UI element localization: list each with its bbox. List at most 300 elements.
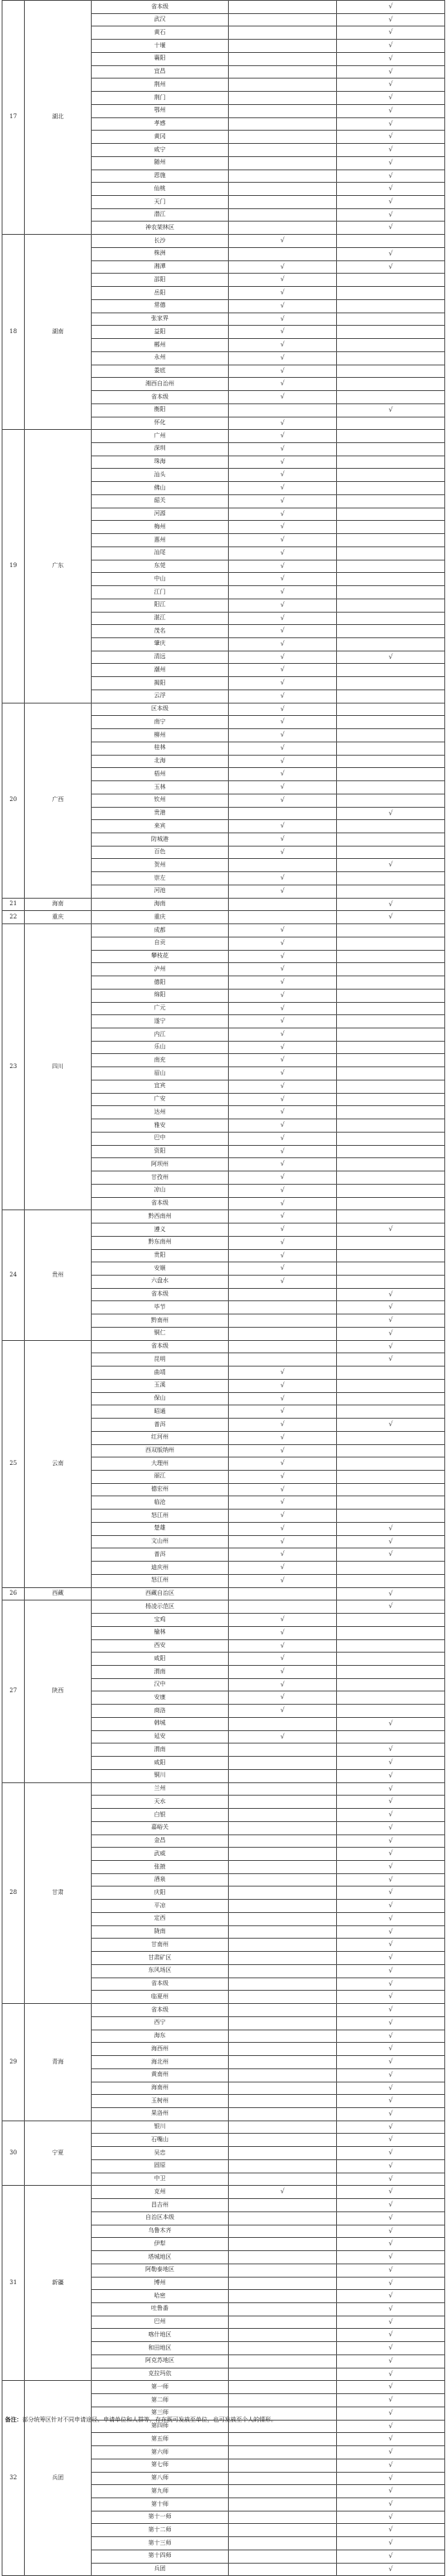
region-cell: 成都 (92, 924, 229, 937)
individual-payment-cell (337, 1119, 445, 1133)
checkmark-icon: √ (388, 1810, 393, 1819)
checkmark-icon: √ (388, 2058, 393, 2066)
province-cell: 广西 (25, 703, 92, 898)
unit-payment-cell (229, 1834, 337, 1848)
individual-payment-cell (337, 1067, 445, 1080)
table-row (2, 2004, 445, 2017)
checkmark-icon: √ (388, 2408, 393, 2416)
checkmark-icon: √ (388, 1290, 393, 1298)
unit-payment-cell (229, 1678, 337, 1691)
individual-payment-cell (337, 677, 445, 690)
table-row (2, 1587, 445, 1600)
checkmark-icon: √ (388, 861, 393, 869)
checkmark-icon: √ (280, 1472, 285, 1480)
individual-payment-cell (337, 2159, 445, 2173)
region-cell: 西安 (92, 1639, 229, 1653)
region-cell: 铜川 (92, 1769, 229, 1782)
checkmark-icon: √ (280, 522, 285, 531)
checkmark-icon: √ (388, 80, 393, 88)
region-cell: 张家界 (92, 312, 229, 326)
unit-payment-cell (229, 326, 337, 339)
region-cell: 楚雄 (92, 1522, 229, 1535)
individual-payment-cell (337, 1977, 445, 1991)
individual-payment-cell (337, 637, 445, 651)
individual-payment-cell (337, 573, 445, 586)
unit-payment-cell (229, 169, 337, 183)
table-row (2, 1782, 445, 1796)
region-cell: 天水 (92, 1796, 229, 1809)
region-cell: 十堰 (92, 40, 229, 53)
region-cell: 神农架林区 (92, 222, 229, 235)
region-cell: 海西州 (92, 2043, 229, 2056)
unit-payment-cell (229, 2433, 337, 2446)
unit-payment-cell (229, 1483, 337, 1496)
individual-payment-cell (337, 482, 445, 495)
region-cell: 东风场区 (92, 1964, 229, 1977)
region-cell: 省本级 (92, 1, 229, 14)
unit-payment-cell (229, 1809, 337, 1822)
checkmark-icon: √ (280, 496, 285, 504)
individual-payment-cell (337, 2498, 445, 2512)
unit-payment-cell (229, 2368, 337, 2381)
region-cell: 荆门 (92, 92, 229, 105)
unit-payment-cell (229, 1821, 337, 1834)
checkmark-icon: √ (280, 1667, 285, 1675)
individual-payment-cell (337, 1470, 445, 1483)
individual-payment-cell (337, 2472, 445, 2485)
checkmark-icon: √ (280, 1394, 285, 1402)
individual-payment-cell (337, 1535, 445, 1548)
region-cell: 果洛州 (92, 2107, 229, 2120)
region-cell: 梧州 (92, 768, 229, 781)
unit-payment-cell (229, 208, 337, 222)
individual-payment-cell (337, 1809, 445, 1822)
region-cell: 昌吉州 (92, 2199, 229, 2212)
individual-payment-cell (337, 2511, 445, 2524)
individual-payment-cell (337, 378, 445, 391)
individual-payment-cell (337, 104, 445, 117)
checkmark-icon: √ (280, 770, 285, 778)
checkmark-icon: √ (388, 1966, 393, 1974)
province-cell: 贵州 (25, 1210, 92, 1340)
checkmark-icon: √ (280, 1446, 285, 1454)
individual-payment-cell (337, 2329, 445, 2342)
unit-payment-cell (229, 1991, 337, 2004)
region-cell: 第四师 (92, 2420, 229, 2433)
individual-payment-cell (337, 1093, 445, 1106)
checkmark-icon: √ (280, 1133, 285, 1142)
unit-payment-cell (229, 494, 337, 508)
region-cell: 阿勒泰地区 (92, 2264, 229, 2277)
checkmark-icon: √ (388, 1537, 393, 1545)
individual-payment-cell (337, 508, 445, 521)
checkmark-icon: √ (280, 743, 285, 751)
region-cell: 博州 (92, 2277, 229, 2290)
region-cell: 宝鸡 (92, 1614, 229, 1627)
unit-payment-cell (229, 1639, 337, 1653)
province-cell: 云南 (25, 1340, 92, 1587)
individual-payment-cell (337, 2134, 445, 2147)
province-cell: 甘肃 (25, 1782, 92, 2003)
individual-payment-cell (337, 131, 445, 144)
unit-payment-cell (229, 351, 337, 365)
unit-payment-cell (229, 1145, 337, 1158)
unit-payment-cell (229, 1964, 337, 1977)
region-cell: 怒江州 (92, 1574, 229, 1587)
checkmark-icon: √ (280, 1160, 285, 1168)
unit-payment-cell (229, 339, 337, 352)
region-cell: 六盘水 (92, 1275, 229, 1288)
region-cell: 第八师 (92, 2472, 229, 2485)
checkmark-icon: √ (388, 171, 393, 179)
unit-payment-cell (229, 1548, 337, 1562)
checkmark-icon: √ (280, 353, 285, 361)
checkmark-icon: √ (388, 184, 393, 193)
checkmark-icon: √ (280, 1628, 285, 1636)
checkmark-icon: √ (388, 1719, 393, 1727)
unit-payment-cell (229, 1848, 337, 1861)
unit-payment-cell (229, 2381, 337, 2394)
region-cell: 延安 (92, 1730, 229, 1744)
unit-payment-cell (229, 2498, 337, 2512)
unit-payment-cell (229, 1952, 337, 1965)
region-cell: 第七师 (92, 2459, 229, 2472)
unit-payment-cell (229, 1158, 337, 1171)
checkmark-icon: √ (388, 2435, 393, 2443)
unit-payment-cell (229, 1873, 337, 1887)
individual-payment-cell (337, 703, 445, 716)
individual-payment-cell (337, 1419, 445, 1432)
unit-payment-cell (229, 378, 337, 391)
checkmark-icon: √ (280, 1550, 285, 1558)
region-cell: 第五师 (92, 2433, 229, 2446)
region-cell: 眉山 (92, 1067, 229, 1080)
individual-payment-cell (337, 1848, 445, 1861)
region-cell: 防城港 (92, 833, 229, 847)
individual-payment-cell (337, 534, 445, 547)
checkmark-icon: √ (280, 952, 285, 960)
region-cell: 渭南 (92, 1666, 229, 1679)
checkmark-icon: √ (388, 2539, 393, 2547)
province-cell: 四川 (25, 924, 92, 1210)
unit-payment-cell (229, 2316, 337, 2329)
checkmark-icon: √ (280, 847, 285, 856)
individual-payment-cell (337, 976, 445, 990)
individual-payment-cell (337, 2056, 445, 2069)
individual-payment-cell (337, 1730, 445, 1744)
unit-payment-cell (229, 1900, 337, 1913)
checkmark-icon: √ (388, 54, 393, 62)
checkmark-icon: √ (280, 262, 285, 270)
province-cell: 重庆 (25, 911, 92, 924)
region-cell: 清远 (92, 651, 229, 664)
unit-payment-cell (229, 1093, 337, 1106)
region-cell: 张掖 (92, 1861, 229, 1874)
unit-payment-cell (229, 144, 337, 157)
unit-payment-cell (229, 950, 337, 963)
individual-payment-cell (337, 1873, 445, 1887)
checkmark-icon: √ (388, 2487, 393, 2495)
checkmark-icon: √ (280, 379, 285, 388)
individual-payment-cell (337, 885, 445, 898)
region-cell: 和田地区 (92, 2342, 229, 2355)
region-cell: 巴州 (92, 2316, 229, 2329)
individual-payment-cell (337, 391, 445, 404)
unit-payment-cell (229, 1132, 337, 1145)
region-cell: 仙桃 (92, 183, 229, 196)
region-cell: 迪庆州 (92, 1562, 229, 1575)
individual-payment-cell (337, 299, 445, 312)
row-number-cell: 31 (2, 2186, 25, 2381)
checkmark-icon: √ (388, 1836, 393, 1844)
region-cell: 佛山 (92, 482, 229, 495)
checkmark-icon: √ (280, 665, 285, 674)
region-cell: 东莞 (92, 560, 229, 573)
unit-payment-cell (229, 2446, 337, 2459)
region-cell: 遵义 (92, 1224, 229, 1237)
unit-payment-cell (229, 117, 337, 131)
individual-payment-cell (337, 846, 445, 859)
individual-payment-cell (337, 183, 445, 196)
checkmark-icon: √ (280, 1706, 285, 1715)
checkmark-icon: √ (388, 2213, 393, 2221)
individual-payment-cell (337, 664, 445, 677)
individual-payment-cell (337, 2485, 445, 2498)
unit-payment-cell (229, 664, 337, 677)
unit-payment-cell (229, 1236, 337, 1249)
region-cell: 咸阳 (92, 1653, 229, 1666)
checkmark-icon: √ (280, 432, 285, 440)
region-cell: 武威 (92, 1848, 229, 1861)
unit-payment-cell (229, 677, 337, 690)
unit-payment-cell (229, 1314, 337, 1328)
region-cell: 德阳 (92, 976, 229, 990)
unit-payment-cell (229, 482, 337, 495)
region-cell: 普洱 (92, 1419, 229, 1432)
unit-payment-cell (229, 2030, 337, 2043)
checkmark-icon: √ (388, 1784, 393, 1792)
individual-payment-cell (337, 287, 445, 300)
region-cell: 泸州 (92, 963, 229, 976)
individual-payment-cell (337, 1224, 445, 1237)
individual-payment-cell (337, 2381, 445, 2394)
individual-payment-cell (337, 40, 445, 53)
region-cell: 宜宾 (92, 1080, 229, 1093)
checkmark-icon: √ (388, 106, 393, 114)
checkmark-icon: √ (280, 1654, 285, 1662)
region-cell: 第九师 (92, 2485, 229, 2498)
region-cell: 柳州 (92, 729, 229, 742)
province-cell: 青海 (25, 2004, 92, 2121)
region-cell: 海东 (92, 2030, 229, 2043)
unit-payment-cell (229, 2043, 337, 2056)
table-row (2, 1340, 445, 1353)
individual-payment-cell (337, 729, 445, 742)
checkmark-icon: √ (280, 1185, 285, 1194)
unit-payment-cell (229, 274, 337, 287)
checkmark-icon: √ (388, 2473, 393, 2482)
individual-payment-cell (337, 2004, 445, 2017)
individual-payment-cell (337, 2316, 445, 2329)
province-cell: 新疆 (25, 2186, 92, 2381)
individual-payment-cell (337, 1991, 445, 2004)
row-number-cell: 32 (2, 2381, 25, 2576)
province-cell: 宁夏 (25, 2120, 92, 2186)
unit-payment-cell (229, 287, 337, 300)
individual-payment-cell (337, 1796, 445, 1809)
region-cell: 石嘴山 (92, 2134, 229, 2147)
individual-payment-cell (337, 1782, 445, 1796)
unit-payment-cell (229, 312, 337, 326)
region-cell: 酒泉 (92, 1873, 229, 1887)
checkmark-icon: √ (388, 262, 393, 270)
unit-payment-cell (229, 846, 337, 859)
region-cell: 钦州 (92, 794, 229, 807)
checkmark-icon: √ (388, 1550, 393, 1558)
unit-payment-cell (229, 521, 337, 534)
region-cell: 鄂州 (92, 104, 229, 117)
unit-payment-cell (229, 183, 337, 196)
region-cell: 省本级 (92, 1197, 229, 1210)
checkmark-icon: √ (280, 1017, 285, 1025)
individual-payment-cell (337, 1496, 445, 1510)
region-cell: 黄石 (92, 26, 229, 40)
checkmark-icon: √ (280, 1264, 285, 1272)
table-row (2, 2186, 445, 2199)
checkmark-icon: √ (388, 2551, 393, 2559)
checkmark-icon: √ (280, 990, 285, 999)
individual-payment-cell (337, 794, 445, 807)
unit-payment-cell (229, 1574, 337, 1587)
region-cell: 第十四师 (92, 2550, 229, 2563)
region-cell: 定西 (92, 1912, 229, 1925)
individual-payment-cell (337, 1900, 445, 1913)
checkmark-icon: √ (388, 2149, 393, 2157)
unit-payment-cell (229, 1379, 337, 1392)
unit-payment-cell (229, 92, 337, 105)
checkmark-icon: √ (388, 249, 393, 257)
unit-payment-cell (229, 2004, 337, 2017)
checkmark-icon: √ (388, 2396, 393, 2404)
unit-payment-cell (229, 26, 337, 40)
checkmark-icon: √ (280, 639, 285, 647)
unit-payment-cell (229, 2056, 337, 2069)
region-cell: 肇庆 (92, 637, 229, 651)
checkmark-icon: √ (280, 1407, 285, 1415)
checkmark-icon: √ (280, 1381, 285, 1389)
region-cell: 大理州 (92, 1457, 229, 1471)
individual-payment-cell (337, 2147, 445, 2160)
individual-payment-cell (337, 196, 445, 209)
region-cell: 丽江 (92, 1470, 229, 1483)
region-cell: 第三师 (92, 2407, 229, 2420)
checkmark-icon: √ (280, 1693, 285, 1701)
individual-payment-cell (337, 1964, 445, 1977)
unit-payment-cell (229, 781, 337, 794)
table-row (2, 2381, 445, 2394)
checkmark-icon: √ (280, 1498, 285, 1506)
checkmark-icon: √ (280, 1680, 285, 1688)
unit-payment-cell (229, 1587, 337, 1600)
region-cell: 河池 (92, 885, 229, 898)
unit-payment-cell (229, 2485, 337, 2498)
unit-payment-cell (229, 2107, 337, 2120)
unit-payment-cell (229, 546, 337, 560)
individual-payment-cell (337, 117, 445, 131)
individual-payment-cell (337, 1002, 445, 1015)
region-cell: 喀什地区 (92, 2329, 229, 2342)
region-cell: 来宾 (92, 820, 229, 833)
individual-payment-cell (337, 872, 445, 885)
region-cell: 昆明 (92, 1353, 229, 1367)
individual-payment-cell (337, 235, 445, 248)
region-cell: 湘西自治州 (92, 378, 229, 391)
individual-payment-cell (337, 2433, 445, 2446)
region-cell: 邵阳 (92, 274, 229, 287)
region-cell: 嘉峪关 (92, 1821, 229, 1834)
checkmark-icon: √ (388, 2278, 393, 2287)
unit-payment-cell (229, 1301, 337, 1314)
individual-payment-cell (337, 1340, 445, 1353)
unit-payment-cell (229, 1340, 337, 1353)
checkmark-icon: √ (388, 1589, 393, 1597)
region-cell: 第二师 (92, 2394, 229, 2407)
individual-payment-cell (337, 2524, 445, 2537)
region-cell: 咸阳 (92, 1757, 229, 1770)
individual-payment-cell (337, 716, 445, 729)
checkmark-icon: √ (280, 1576, 285, 1584)
unit-payment-cell (229, 2264, 337, 2277)
individual-payment-cell (337, 339, 445, 352)
table-row (2, 1, 445, 14)
unit-payment-cell (229, 1614, 337, 1627)
individual-payment-cell (337, 1861, 445, 1874)
individual-payment-cell (337, 1327, 445, 1340)
unit-payment-cell (229, 1041, 337, 1054)
checkmark-icon: √ (388, 1914, 393, 1922)
individual-payment-cell (337, 2264, 445, 2277)
checkmark-icon: √ (388, 1602, 393, 1610)
checkmark-icon: √ (280, 1368, 285, 1376)
region-cell: 黄冈 (92, 131, 229, 144)
region-cell: 天门 (92, 196, 229, 209)
individual-payment-cell (337, 521, 445, 534)
unit-payment-cell (229, 1184, 337, 1197)
individual-payment-cell (337, 1158, 445, 1171)
region-cell: 德宏州 (92, 1483, 229, 1496)
row-number-cell: 17 (2, 1, 25, 235)
checkmark-icon: √ (388, 2292, 393, 2300)
checkmark-icon: √ (280, 1004, 285, 1012)
individual-payment-cell (337, 1171, 445, 1185)
checkmark-icon: √ (388, 1863, 393, 1871)
unit-payment-cell (229, 2211, 337, 2225)
checkmark-icon: √ (388, 1797, 393, 1806)
unit-payment-cell (229, 1757, 337, 1770)
region-cell: 黔西南州 (92, 1210, 229, 1224)
individual-payment-cell (337, 1444, 445, 1457)
individual-payment-cell (337, 494, 445, 508)
checkmark-icon: √ (388, 2304, 393, 2312)
table-row (2, 703, 445, 716)
footnote (2, 2412, 440, 2427)
unit-payment-cell (229, 2251, 337, 2264)
checkmark-icon: √ (388, 2097, 393, 2105)
individual-payment-cell (337, 2199, 445, 2212)
unit-payment-cell (229, 1119, 337, 1133)
unit-payment-cell (229, 247, 337, 260)
region-cell: 衡阳 (92, 403, 229, 417)
